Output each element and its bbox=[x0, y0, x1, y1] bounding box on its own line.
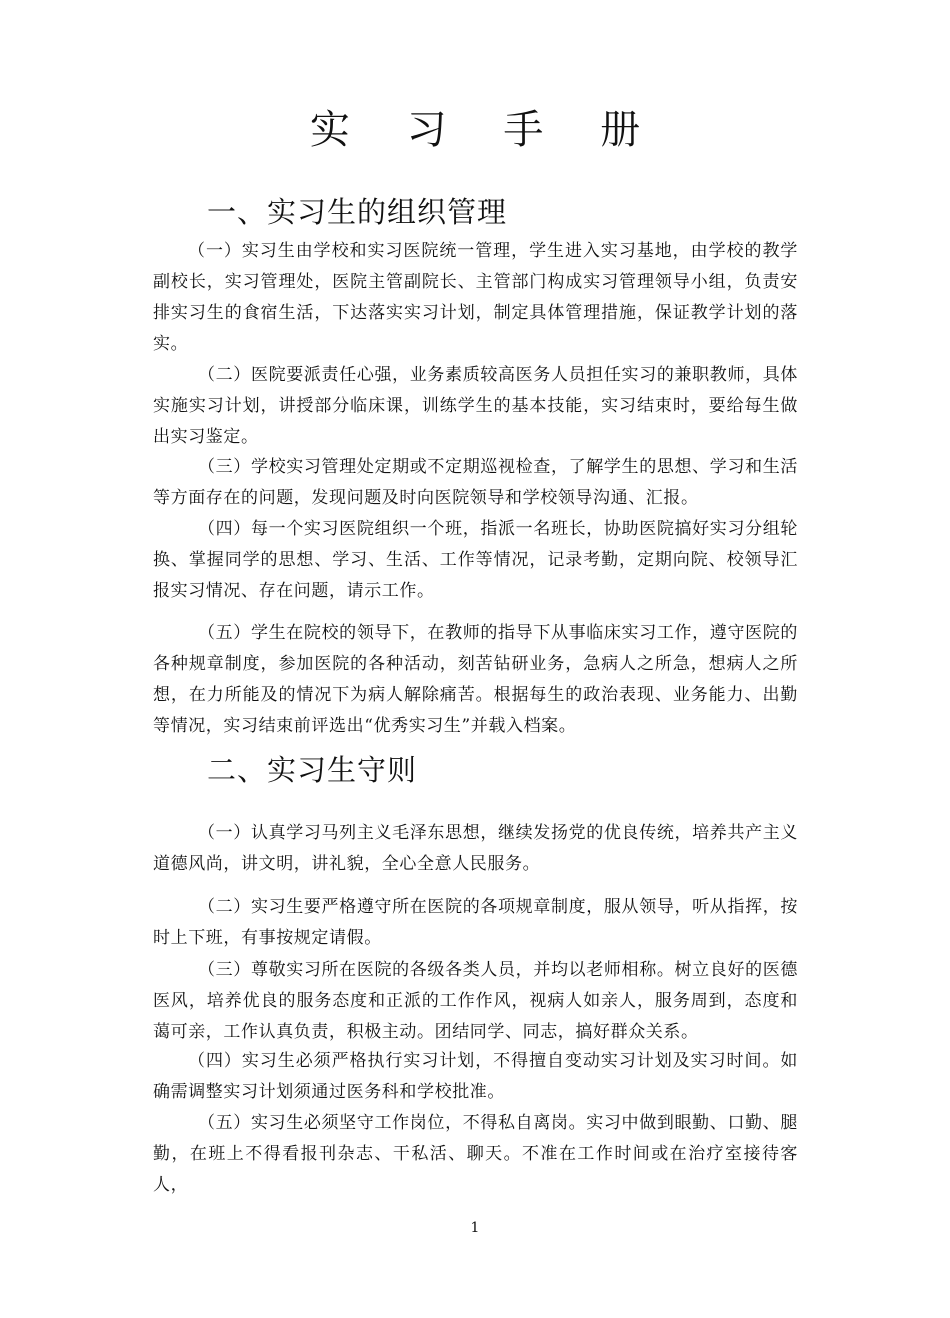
page-number: 1 bbox=[470, 1220, 480, 1236]
paragraph: （四）每一个实习医院组织一个班，指派一名班长，协助医院搞好实习分组轮换、掌握同学的思想、学习、生活、工作等情况，记录考勤，定期向院、校领导汇报实习情况、存在问题，请示工作。 bbox=[153, 519, 798, 601]
section-heading-rules: 二、实习生守则 bbox=[207, 753, 418, 787]
paragraph: （三）学校实习管理处定期或不定期巡视检查，了解学生的思想、学习和生活等方面存在的问题，发现问题及时向医院领导和学校领导沟通、汇报。 bbox=[153, 457, 798, 508]
paragraph: （五）学生在院校的领导下，在教师的指导下从事临床实习工作，遵守医院的各种规章制度，参加医院的各种活动，刻苦钻研业务，急病人之所急，想病人之所想，在力所能及的情况下为病人解除痛苦。根据每生的政治表现、业务能力、出勤等情况，实习结束前评选出“优秀实习生”并载入档案。 bbox=[153, 623, 798, 736]
paragraph: （四）实习生必须严格执行实习计划，不得擅自变动实习计划及实习时间。如确需调整实习计划须通过医务科和学校批准。 bbox=[153, 1051, 798, 1102]
paragraph: （五）实习生必须坚守工作岗位，不得私自离岗。实习中做到眼勤、口勤、腿勤，在班上不得看报刊杂志、干私活、聊天。不准在工作时间或在治疗室接待客人， bbox=[153, 1113, 798, 1195]
paragraph: （二）实习生要严格遵守所在医院的各项规章制度，服从领导，听从指挥，按时上下班，有事按规定请假。 bbox=[153, 897, 798, 948]
document-title: 实 习 手 册 bbox=[309, 107, 663, 153]
paragraph: （三）尊敬实习所在医院的各级各类人员，并均以老师相称。树立良好的医德医风，培养优良的服务态度和正派的工作作风，视病人如亲人，服务周到，态度和蔼可亲，工作认真负责，积极主动。团结同学、同志，搞好群众关系。 bbox=[153, 960, 798, 1042]
paragraph: （一）实习生由学校和实习医院统一管理，学生进入实习基地，由学校的教学副校长，实习管理处，医院主管副院长、主管部门构成实习管理领导小组，负责安排实习生的食宿生活，下达落实实习计划，制定具体管理措施，保证教学计划的落实。 bbox=[153, 241, 798, 354]
paragraph: （一）认真学习马列主义毛泽东思想，继续发扬党的优良传统，培养共产主义道德风尚，讲文明，讲礼貌，全心全意人民服务。 bbox=[153, 823, 798, 874]
paragraph: （二）医院要派责任心强，业务素质较高医务人员担任实习的兼职教师，具体实施实习计划，讲授部分临床课，训练学生的基本技能，实习结束时，要给每生做出实习鉴定。 bbox=[153, 365, 798, 447]
section-heading-organization: 一、实习生的组织管理 bbox=[207, 195, 508, 229]
